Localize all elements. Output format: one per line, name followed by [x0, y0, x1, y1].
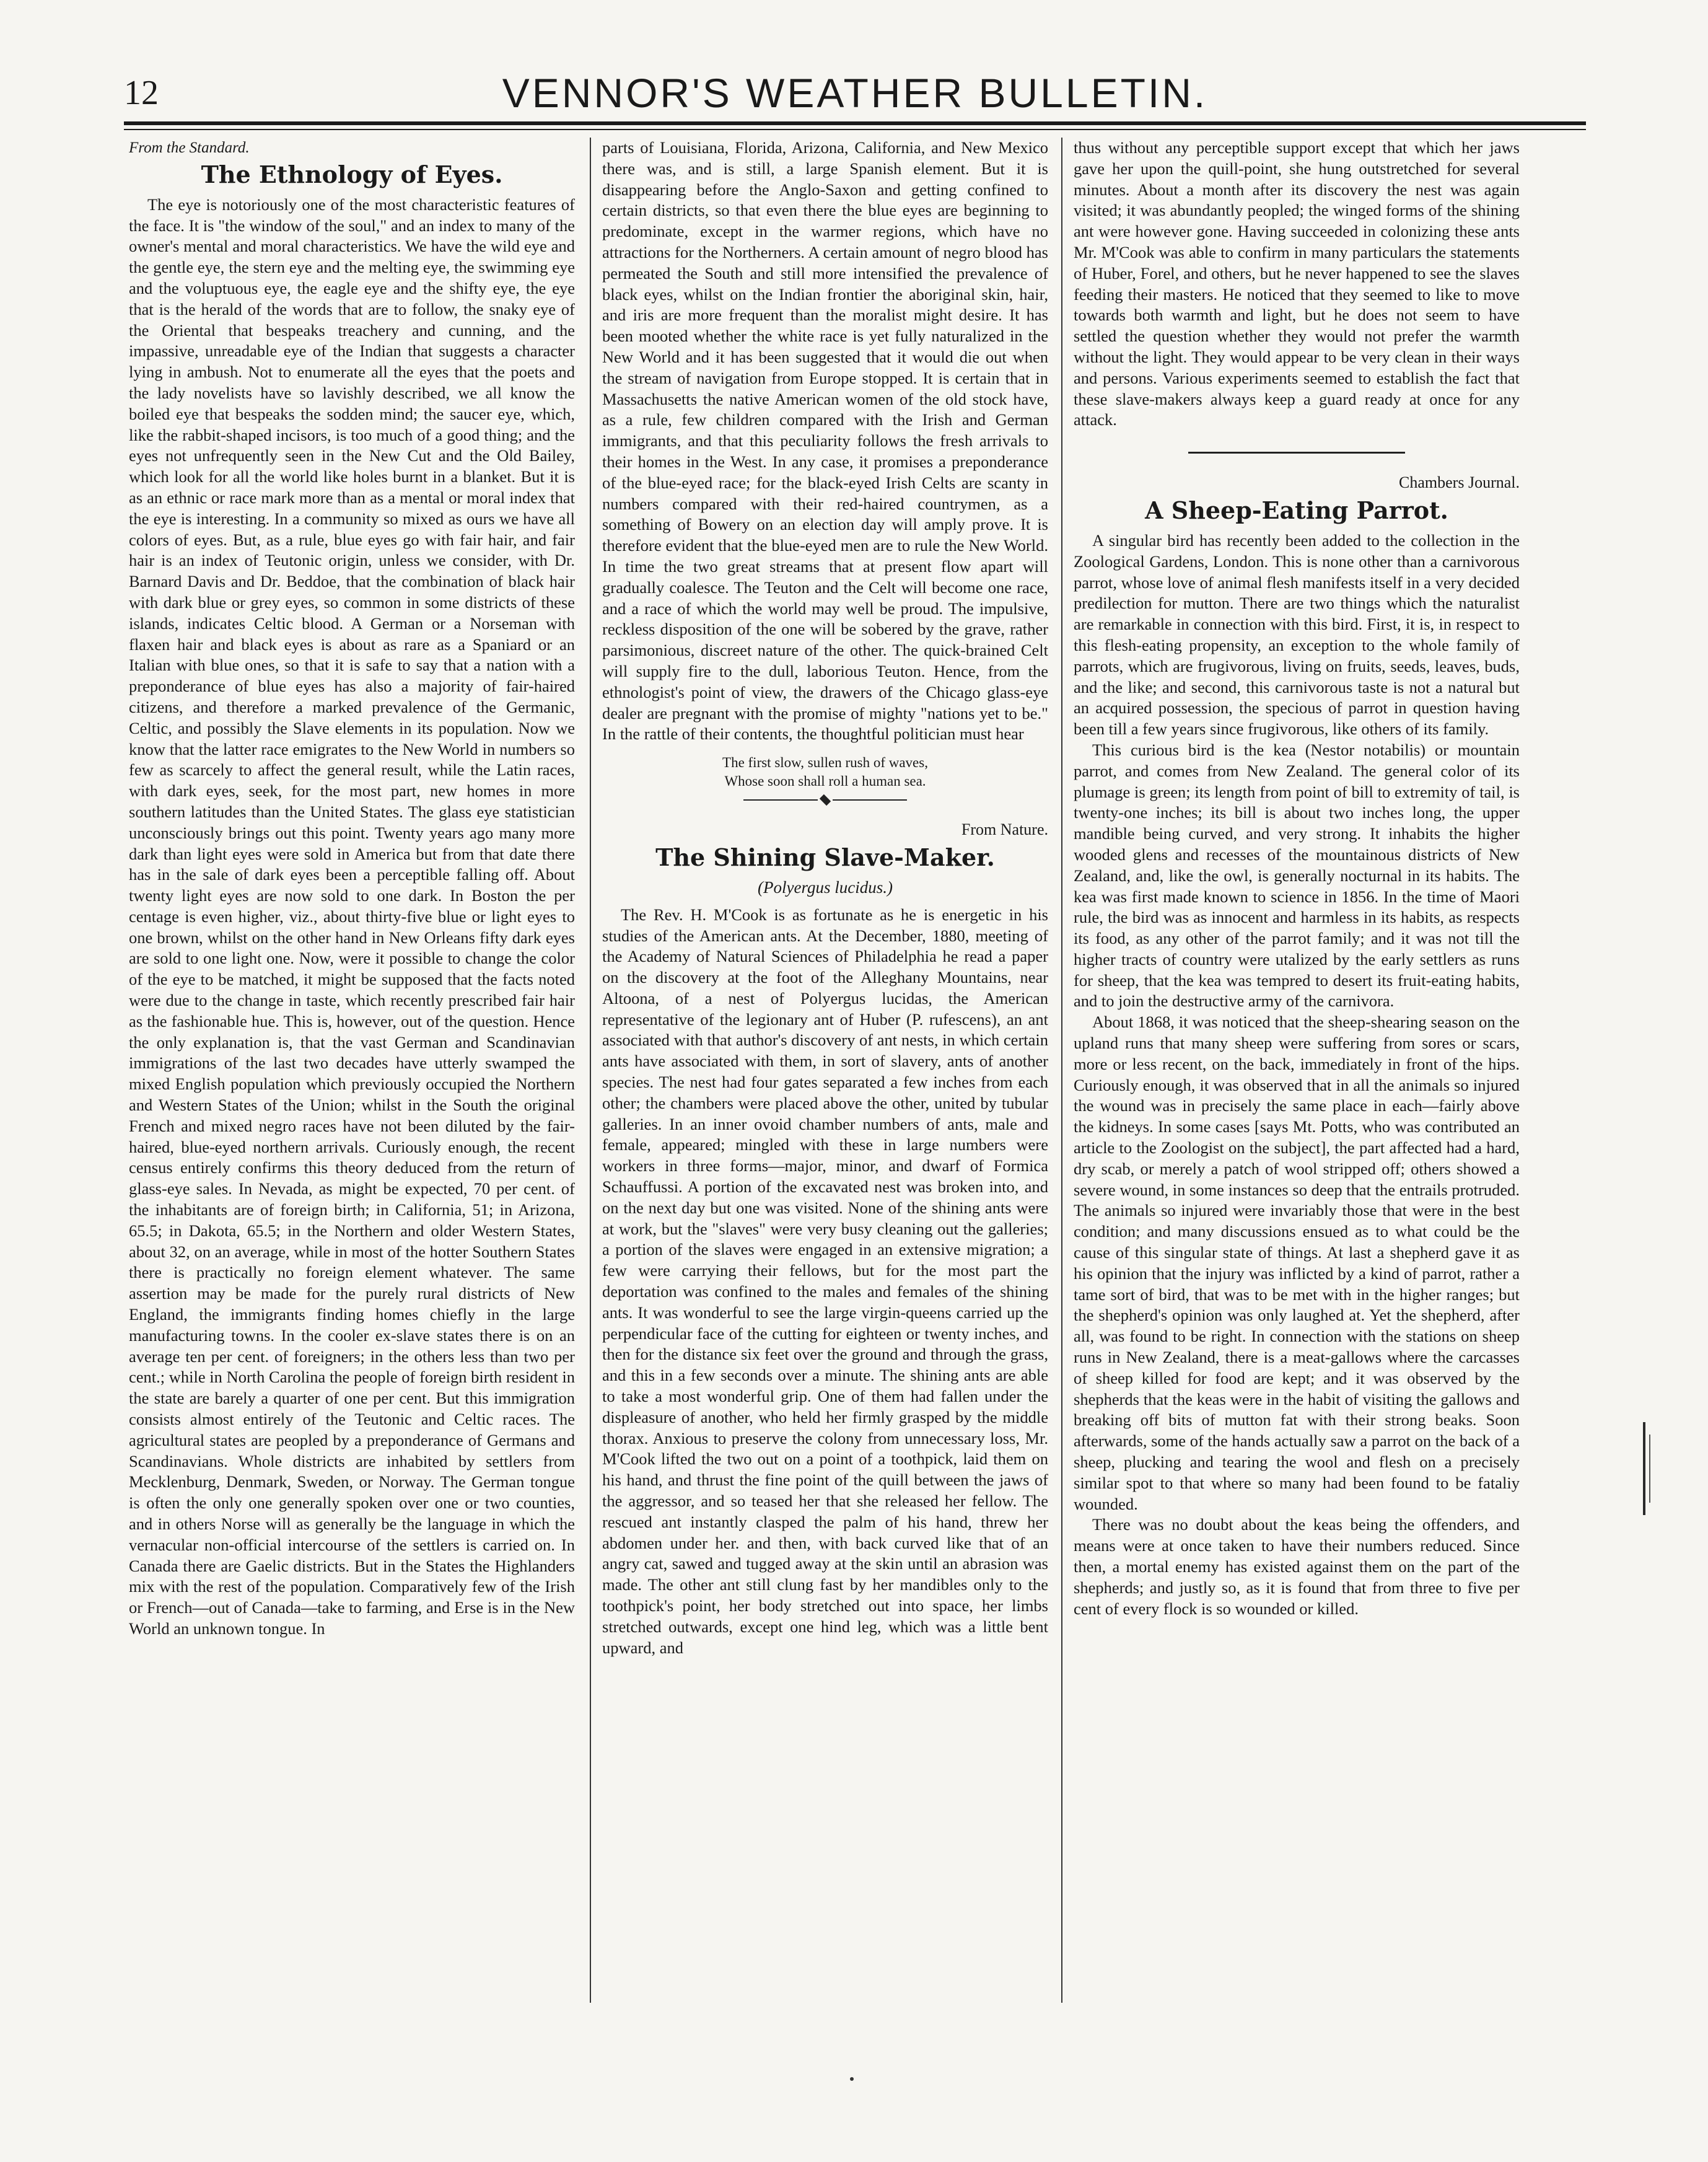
article-paragraph: The Rev. H. M'Cook is as fortunate as he is energetic in his studies of the American ants. At the December, 1880, meeting of the Academy of Natural Sciences of Philadelphia he read a paper on the discovery at the foot of the Alleghany Mountains, near Altoona, of a nest of Polyergus lucidas, the American representative of the legionary ant of Huber (P. rufescens), an ant associated with that author's discovery of ant nests, in which certain ants have associated with them, in sort of slavery, ants of another species. The nest had four gates separated a few inches from each other; the chambers were placed above the other, united by tubular galleries. In an inner ovoid chamber numbers of ants, male and female, appeared; mingled with these in large numbers were workers in three forms—major, minor, and dwarf of Formica Schauffussi. A portion of the excavated nest was broken into, and on the next day but one was visited. None of the shining ants were at work, but the "slaves" were very busy cleaning out the galleries; a portion of the slaves were engaged in an extensive migration; a few were carrying their fellows, but for the most part the deportation was confined to the males and females of the shining ants. It was wonderful to see the large virgin-queens carried up the perpendicular face of the cutting for eighteen or twenty inches, and then for the distance six feet over the ground and through the grass, and this in a few seconds over a minute. The shining ants are able to take a most wonderful grip. One of them had fallen under the displeasure of another, who held her firmly grasped by the middle thorax. Anxious to preserve the colony from unnecessary loss, Mr. M'Cook lifted the two out on a point of a toothpick, laid them on his hand, and thrust the fine point of the quill between the jaws of the aggressor, and so teased her that she released her fellow. The rescued ant instantly clasped the palm of his hand, threw her abdomen under her. and then, with back curved like that of an angry cat, sawed and tugged away at the skin until an abrasion was made. The other ant still clung fast by her mandibles only to the toothpick's point, her body stretched out into space, her limbs stretched outwards, except one hind leg, which was a little bent upward, and — [602, 905, 1048, 1657]
column-separator — [1061, 138, 1062, 2003]
page-dot — [850, 2077, 854, 2081]
section-divider — [1188, 452, 1405, 454]
article-paragraph: parts of Louisiana, Florida, Arizona, California, and New Mexico there was, and is still, a large Spanish element. But it is disappearing before the Anglo-Saxon and getting confined to certain districts, so that even there the blue eyes are beginning to predominate, except in the warmer regions, which have no attractions for the Northerners. A certain amount of negro blood has permeated the South and still more intensified the prevalence of black eyes, whilst on the Indian frontier the aboriginal skin, hair, and iris are more frequent than the moralist might desire. It has been mooted whether the white race is yet fully naturalized in the New World and it has been suggested that it would die out when the stream of navigation from Europe stopped. It is certain that in Massachusetts the native American women of the old stock have, as a rule, few children compared with the Irish and German immigrants, and that this peculiarity follows the fresh arrivals to their homes in the West. In any case, it promises a preponderance of the blue-eyed race; for the black-eyed Irish Celts are scanty in numbers compared with their red-haired countrymen, as a something of Bowery on an election day will amply prove. It is therefore evident that the blue-eyed men are to rule the New World. In time the two great streams that at present flow apart will gradually coalesce. The Teuton and the Celt will become one race, and a race of which the world may well be proud. The impulsive, reckless disposition of the one will be sobered by the grave, rather parsimonious, discreet nature of the other. The quick-brained Celt will supply fire to the dull, laborious Teuton. Hence, from the ethnologist's point of view, the drawers of the Chicago glass-eye dealer are pregnant with the promise of mighty "nations yet to be." In the rattle of their contents, the thoughtful politician must hear — [602, 138, 1048, 744]
verse-quote — [602, 754, 1048, 791]
header-rule-thick — [124, 121, 1586, 125]
header-rule-thin — [124, 129, 1586, 130]
verse-line: The first slow, sullen rush of waves, — [722, 755, 928, 771]
article-paragraph: thus without any perceptible support except that which her jaws gave her upon the quill-point, she hung outstretched for several minutes. About a month after its discovery the nest was again visited; it was abundantly peopled; the winged forms of the shining ant were however gone. Having succeeded in colonizing these ants Mr. M'Cook was able to confirm in many particulars the statements of Huber, Forel, and others, but he never happened to see the slaves feeding their masters. He noticed that they seemed to like to move towards both warmth and light, but he does not seem to have settled the question whether they would not prefer the warmth without the light. They would appear to be very clean in their ways and persons. Various experiments seemed to establish the fact that these slave-makers always keep a guard ready at once for any attack. — [1074, 138, 1520, 429]
article-paragraph: About 1868, it was noticed that the sheep-shearing season on the upland runs that many sheep were suffering from sores or scars, more or less recent, on the back, immediately in front of the hips. Curiously enough, it was observed that in all the animals so injured the wound was in precisely the same place in each—fairly above the kidneys. In some cases [says Mt. Potts, who was contributed an article to the Zoologist on the subject], the part affected had a hard, dry scab, or merely a patch of wool stripped off; others showed a severe wound, in some instances so deep that the entrails protruded. The animals so injured were invariably those that were in the best condition; and many discussions ensued as to what could be the cause of this singular state of things. At last a shepherd gave it as his opinion that the injury was inflicted by a kind of parrot, rather a tame sort of bird, that was to be met with in the higher ranges; but the shepherd's opinion was only laughed at. Yet the shepherd, after all, was found to be right. In connection with the stations on sheep runs in New Zealand, there is a meat-gallows where the carcasses of sheep killed for food are kept; and it was observed by the shepherds that the keas were in the habit of visiting the gallows and breaking off bits of mutton fat with their strong beaks. Soon afterwards, some of the hands actually saw a parrot on the back of a sheep, plucking and tearing the wool and flesh on a precisely similar spot to that where so many had been found to be fataliy wounded. — [1074, 1013, 1520, 1513]
article-source: Chambers Journal. — [1399, 473, 1520, 492]
column-3 — [1074, 138, 1520, 2003]
page-number: 12 — [124, 74, 159, 112]
margin-mark — [1649, 1435, 1650, 1503]
article-title: The Shining Slave-Maker. — [655, 843, 995, 871]
column-2 — [602, 138, 1048, 2003]
article-title: The Ethnology of Eyes. — [201, 160, 503, 188]
article-subtitle: (Polyergus lucidus.) — [758, 877, 893, 897]
ornament-divider — [602, 797, 1048, 803]
running-title: VENNOR'S WEATHER BULLETIN. — [502, 70, 1208, 116]
verse-line: Whose soon shall roll a human sea. — [724, 773, 926, 789]
article-paragraph: This curious bird is the kea (Nestor notabilis) or mountain parrot, and comes from New Zealand. The general color of its plumage is green; its length from point of bill to extremity of tail, is twenty-one inches; its bill is about two inches long, the upper mandible being curved, and very strong. It inhabits the higher wooded glens and recesses of the mountainous districts of New Zealand, and, like the owl, is generally nocturnal in its habits. The kea was first made known to science in 1856. In the time of Maori rule, the bird was as innocent and harmless in its habits, as respects its food, as any other of the parrot family; and it was not till the higher tracts of country were utalized by the early settlers as runs for sheep, that the kea was tempred to desert its fruit-eating habits, and to join the destructive army of the carnivora. — [1074, 740, 1520, 1011]
column-separator — [590, 138, 591, 2003]
article-paragraph: There was no doubt about the keas being the offenders, and means were at once taken to have their numbers reduced. Since then, a mortal enemy has existed against them on the part of the shepherds; and justly so, as it is found that from three to five per cent of every flock is so wounded or killed. — [1074, 1515, 1520, 1618]
column-1 — [129, 138, 575, 2003]
article-title: A Sheep-Eating Parrot. — [1145, 496, 1448, 524]
article-source: From Nature. — [961, 820, 1048, 839]
margin-mark — [1643, 1422, 1645, 1515]
article-paragraph: A singular bird has recently been added to the collection in the Zoological Gardens, London. This is none other than a carnivorous parrot, whose love of animal flesh manifests itself in a very decided predilection for mutton. There are two things which the naturalist are remarkable in connection with this bird. First, it is, in respect to this flesh-eating propensity, an exception to the whole family of parrots, which are frugivorous, living on fruits, seeds, leaves, buds, and the like; and second, this carnivorous taste is not a natural but an acquired possession, the specious of parrot in question having been till a few years since frugivorous, like others of its family. — [1074, 530, 1520, 739]
page-header — [124, 69, 1586, 126]
article-source: From the Standard. — [129, 139, 250, 156]
article-paragraph: The eye is notoriously one of the most characteristic features of the face. It is "the window of the soul," and an index to many of the owner's mental and moral characteristics. We have the wild eye and the gentle eye, the stern eye and the melting eye, the swimming eye and the voluptuous eye, the eagle eye and the shifty eye, the eye that is the herald of the words that are to follow, the snaky eye of the Oriental that bespeaks treachery and cunning, and the impassive, unreadable eye of the Indian that suggests a character lying in ambush. Not to enumerate all the eyes that the poets and the lady novelists have so lavishly described, we all know the boiled eye that bespeaks the sodden mind; the saucer eye, which, like the rabbit-shaped incisors, is too much of a good thing; and the eyes not unfrequently seen in the New Cut and the Old Bailey, which look for all the world like holes burnt in a blanket. But it is as an ethnic or race mark more than as a mental or moral index that the eye is interesting. In a community so mixed as ours we have all colors of eyes. But, as a rule, blue eyes go with fair hair, and fair hair is an index of Teutonic origin, unless we consider, with Dr. Barnard Davis and Dr. Beddoe, that the combination of black hair with dark blue or grey eyes, so common in some districts of these islands, indicates Celtic blood. A German or a Norseman with flaxen hair and black eyes is about as rare as a Spaniard or an Italian with blue ones, so that it is safe to say that a nation with a preponderance of blue eyes has also a majority of fair-haired citizens, and therefore a marked prevalence of the Germanic, Celtic, and possibly the Slave elements in its population. Now we know that the latter race emigrates to the New World in numbers so few as scarcely to affect the general result, while the Latin races, with dark eyes, seek, for the most part, new homes in more southern latitudes than the United States. The glass eye statistician unconsciously brings out this point. Twenty years ago many more dark than light eyes were sold in America but from that date there has in the sale of dark eyes been a perceptible falling off. About twenty light eyes are now sold to one dark. In Boston the per centage is even higher, viz., about thirty-five blue or light eyes to one brown, whilst on the other hand in New Orleans fifty dark eyes are sold to one light one. Now, were it possible to change the color of the eye to be matched, it might be supposed that the facts noted were due to the change in taste, which recently prescribed fair hair as the fashionable hue. This is, however, out of the question. Hence the only explanation is, that the vast German and Scandinavian immigrations of the last two decades have utterly swamped the mixed English population which previously occupied the Northern and Western States of the Union; whilst in the South the original French and mixed negro races have not been diluted by the fair-haired, blue-eyed northern arrivals. Curiously enough, the recent census entirely confirms this theory deduced from the return of glass-eye sales. In Nevada, as might be expected, 70 per cent. of the inhabitants are of foreign birth; in California, 51; in Arizona, 65.5; in Dakota, 65.5; in the Northern and older Western States, about 32, on an average, while in most of the hotter Southern States there is practically no foreign element whatever. The same assertion may be made for the purely rural districts of New England, the immigrants finding homes chiefly in the large manufacturing towns. In the cooler ex-slave states there is on an average ten per cent. of foreigners; in the others less than two per cent.; while in North Carolina the people of foreign birth resident in the state are barely a quarter of one per cent. But this immigration consists almost entirely of the Teutonic and Celtic races. The agricultural states are peopled by a preponderance of Germans and Scandinavians. Whole districts are inhabited by settlers from Mecklenburg, Denmark, Sweden, or Norway. The German tongue is often the only one generally spoken over one or two counties, and in others Norse will as generally be the language in which the vernacular non-official intercourse of the settlers is carried on. In Canada there are Gaelic districts. But in the States the Highlanders mix with the rest of the population. Comparatively few of the Irish or French—out of Canada—take to farming, and Erse is in the New World an unknown tongue. In — [129, 195, 575, 1638]
